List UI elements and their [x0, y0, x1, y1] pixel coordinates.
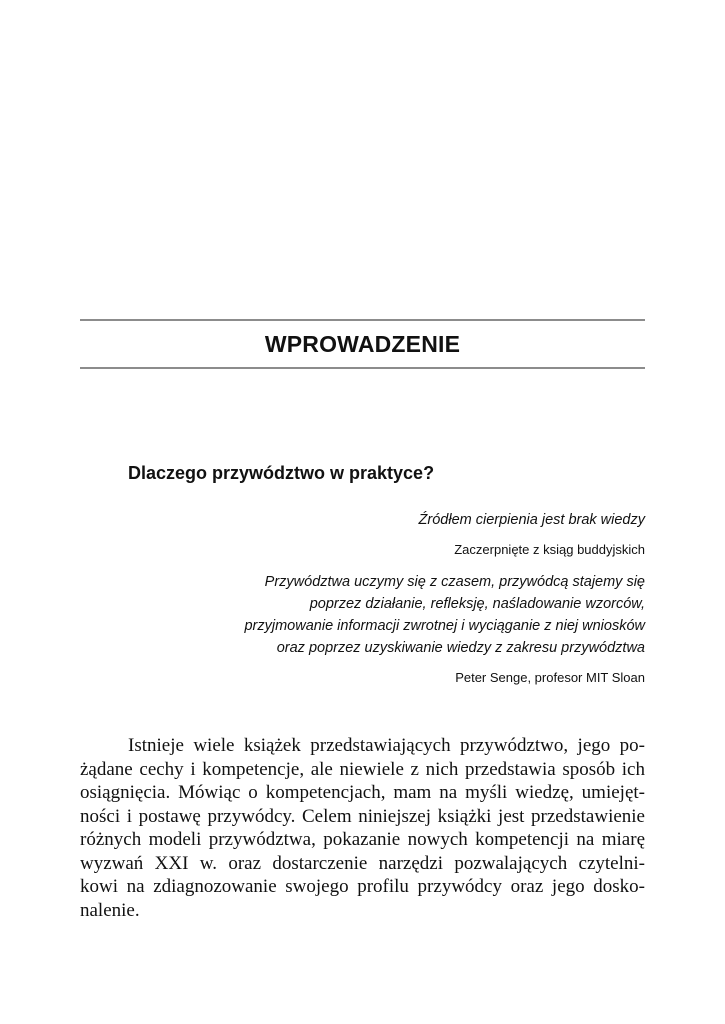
epigraph-quote-2-line: przyjmowanie informacji zwrotnej i wyciąganie z niej wniosków [244, 618, 645, 634]
epigraph-quote-2-line: oraz poprzez uzyskiwanie wiedzy z zakresu przywództwa [276, 640, 645, 656]
epigraph-quote-2-line: poprzez działanie, refleksję, naśladowanie wzorców, [309, 596, 645, 612]
chapter-rule-bottom [80, 367, 645, 369]
paragraph-line: Istnieje wiele książek przedstawiających przywództwo, jego po- [128, 735, 645, 756]
chapter-title: WPROWADZENIE [264, 331, 461, 357]
paragraph-line: nalenie. [80, 899, 140, 921]
section-title: Dlaczego przywództwo w praktyce? [128, 463, 435, 483]
epigraph-quote-2 [244, 571, 645, 659]
chapter-rule-top [80, 319, 645, 321]
paragraph-line: żądane cechy i kompetencje, ale niewiele z nich przedstawia sposób ich [80, 758, 645, 780]
paragraph-line: różnych modeli przywództwa, pokazanie nowych kompetencji na miarę [80, 829, 645, 850]
epigraph-source-2: Peter Senge, profesor MIT Sloan [455, 670, 645, 685]
paragraph-line: ności i postawę przywódcy. Celem niniejszej książki jest przedstawienie [80, 805, 645, 827]
epigraph-quote-2-line: Przywództwa uczymy się z czasem, przywódcą stajemy się [264, 574, 645, 590]
body-paragraph [80, 734, 645, 922]
epigraph-source-1: Zaczerpnięte z ksiąg buddyjskich [454, 542, 645, 557]
paragraph-line: kowi na zdiagnozowanie swojego profilu przywódcy oraz jego dosko- [80, 876, 645, 897]
paragraph-line: wyzwań XXI w. oraz dostarczenie narzędzi pozwalających czytelni- [80, 852, 645, 874]
epigraph-quote-1: Źródłem cierpienia jest brak wiedzy [418, 512, 645, 528]
paragraph-line: osiągnięcia. Mówiąc o kompetencjach, mam na myśli wiedzę, umiejęt- [80, 782, 645, 803]
